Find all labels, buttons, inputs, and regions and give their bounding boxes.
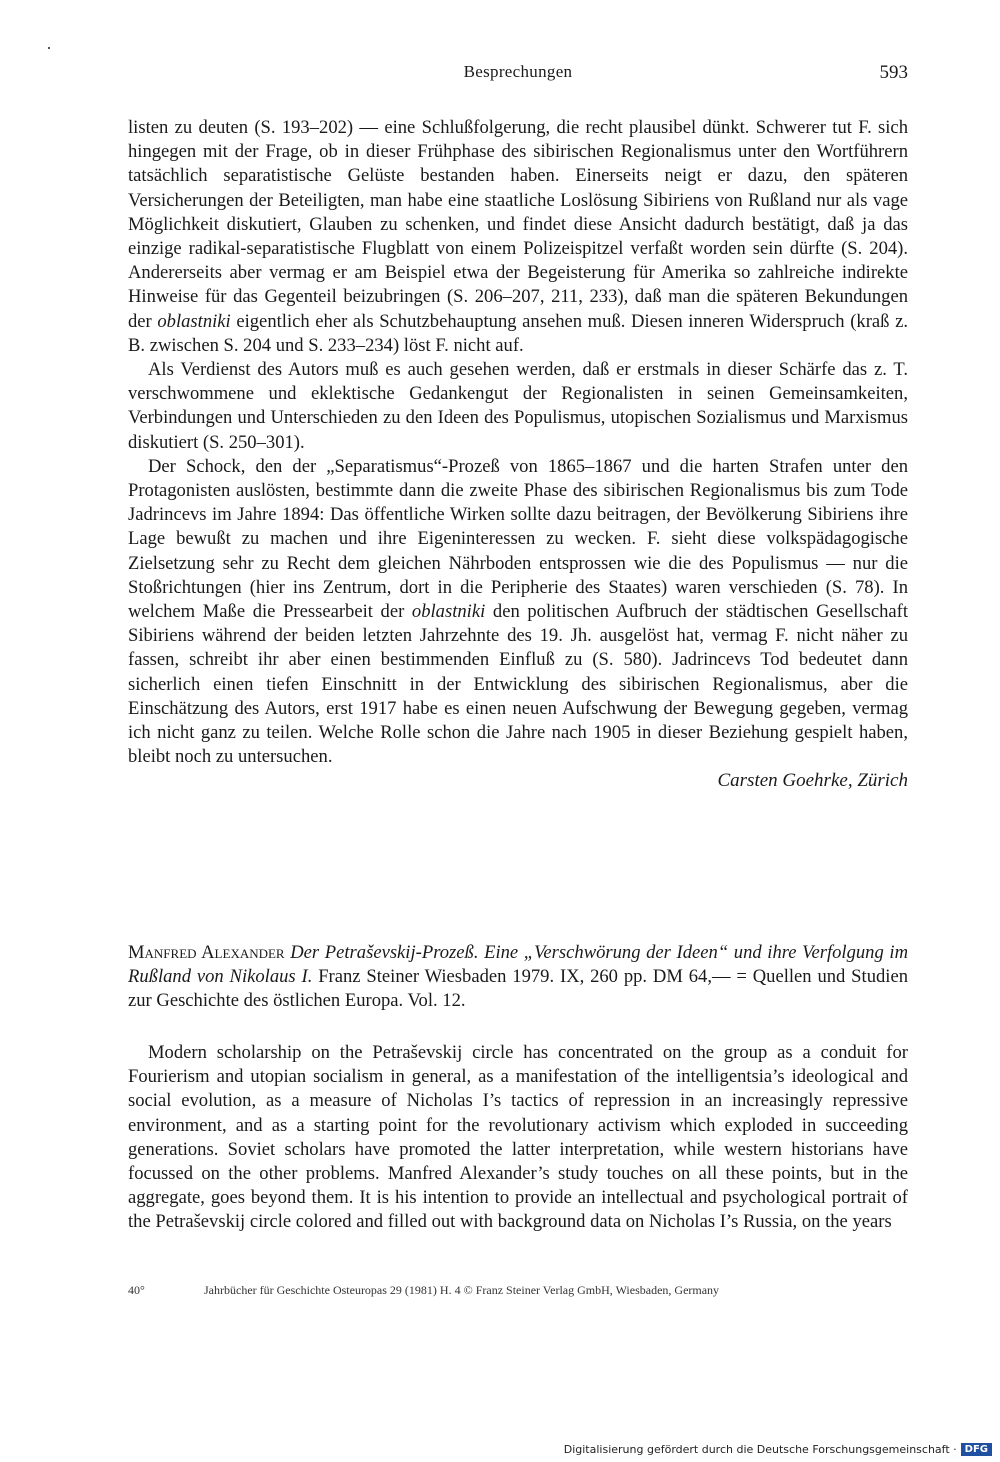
running-head: [128, 62, 908, 90]
review-citation: [128, 941, 908, 1014]
review-alexander-body: [128, 1041, 908, 1235]
book-author: Manfred Alexander: [128, 942, 285, 963]
page-number: 593: [879, 62, 908, 83]
sheet-number: 40°: [128, 1283, 145, 1297]
running-head-title: Besprechungen: [463, 62, 573, 81]
book-title: Der Petraševskij-Prozeß. Eine „Verschwörung der Ideen“ und ihre Verfolgung im Rußland von Nikolaus I.: [128, 942, 908, 988]
review-paragraph-1: listen zu deuten (S. 193–202) — eine Schlußfolgerung, die recht plausibel dünkt. Schwerer tut F. sich hingegen mit der Frage, ob in dieser Frühphase des sibirischen Regionalismus unter den Wortführern tatsächlich separatistische Gelüste bestanden haben. Einerseits neigt er dazu, den späteren Versicherungen der Beteiligten, man habe eine staatliche Loslösung Sibiriens von Rußland nur als vage Möglichkeit diskutiert, Glauben zu schenken, und findet diese Ansicht dadurch bestätigt, daß ja das einzige radikal-separatistische Flugblatt von einem Polizeispitzel verfaßt worden sein dürfte (S. 204). Andererseits aber vermag er am Beispiel etwa der Begeisterung für Amerika so zahlreiche indirekte Hinweise für das Gegenteil beizubringen (S. 206–207, 211, 233), daß man die späteren Bekundungen der oblastniki eigentlich eher als Schutzbehauptung ansehen muß. Diesen inneren Widerspruch (kraß z. B. zwischen S. 204 und S. 233–234) löst F. nicht auf.: [128, 117, 908, 356]
review-goehrke: [128, 116, 908, 794]
term-oblastniki: oblastniki: [157, 310, 231, 332]
review-paragraph-3: Der Schock, den der „Separatismus“-Prozeß von 1865–1867 und die harten Strafen unter den Protagonisten auslösten, bestimmte dann die zweite Phase des sibirischen Regionalismus bis zum Tode Jadrincevs im Jahre 1894: Das öffentliche Wirken sollte dazu beitragen, der Bevölkerung Sibiriens ihre Lage bewußt zu machen und ihre Eigeninteressen zu wecken. F. sieht diese volkspädagogische Zielsetzung sehr zu Recht dem gleichen Nährboden entsprossen wie die des Populismus — nur die Stoßrichtungen (hier ins Zentrum, dort in die Peripherie des Staates) waren verschieden (S. 78). In welchem Maße die Pressearbeit der oblastniki den politischen Aufbruch der städtischen Gesellschaft Sibiriens während der beiden letzten Jahrzehnte des 19. Jh. ausgelöst hat, vermag F. nicht näher zu fassen, schreibt ihr aber einen bestimmenden Einfluß zu (S. 580). Jadrincevs Tod bedeutet dann sicherlich einen tiefen Einschnitt in der Entwicklung des sibirischen Regionalismus, aber die Einschätzung des Autors, erst 1917 habe es einen neuen Aufschwung der Bewegung gegeben, vermag ich nicht ganz zu teilen. Welche Rolle schon die Jahre nach 1905 in dieser Beziehung gespielt haben, bleibt noch zu untersuchen.: [128, 455, 908, 768]
digitization-text: Digitalisierung gefördert durch die Deutsche Forschungsgemeinschaft ·: [563, 1443, 957, 1456]
dfg-logo: DFG: [961, 1443, 992, 1456]
review-paragraph-2: Als Verdienst des Autors muß es auch gesehen werden, daß er erstmals in dieser Schärfe das z. T. verschwommene und eklektische Gedankengut der Regionalisten in seinen Gemeinsamkeiten, Verbindungen und Unterschieden zu den Ideen des Populismus, utopischen Sozialismus und Marxismus diskutiert (S. 250–301).: [128, 359, 908, 453]
book-publication: Franz Steiner Wiesbaden 1979. IX, 260 pp. DM 64,— = Quellen und Studien zur Geschichte des östlichen Europa. Vol. 12.: [128, 966, 908, 1012]
journal-imprint: Jahrbücher für Geschichte Osteuropas 29 (1981) H. 4 © Franz Steiner Verlag GmbH, Wiesbaden, Germany: [204, 1283, 720, 1297]
reviewer-signature: Carsten Goehrke, Zürich: [717, 770, 908, 792]
review-paragraph: Modern scholarship on the Petraševskij circle has concentrated on the group as a conduit for Fourierism and utopian socialism in general, as a manifestation of the intelligentsia’s ideological and social evolution, as a measure of Nicholas I’s tactics of repression in an increasingly repressive environment, and as a starting point for the revolutionary activism which exploded in succeeding generations. Soviet scholars have promoted the latter interpretation, while western historians have focussed on the other problems. Manfred Alexander’s study touches on all these points, but in the aggregate, goes beyond them. It is his intention to provide an intellectual and psychological portrait of the Petraševskij circle colored and filled out with background data on Nicholas I’s Russia, on the years: [128, 1042, 908, 1233]
term-oblastniki: oblastniki: [411, 601, 486, 623]
digitization-notice: [564, 1443, 992, 1456]
scan-speck: [48, 47, 50, 49]
